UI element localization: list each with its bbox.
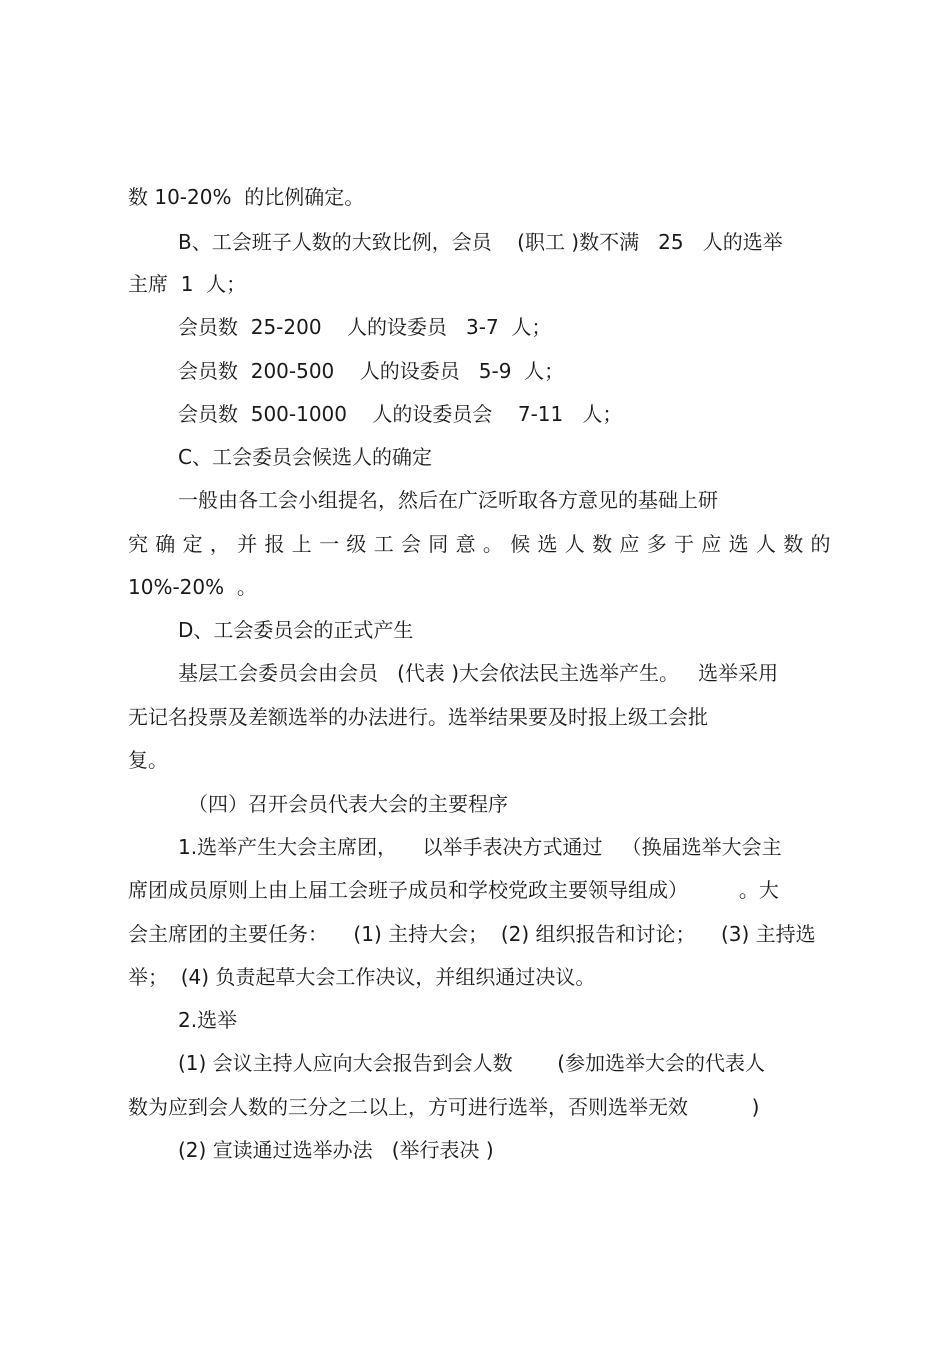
text-line: 10%-20% 。 [128, 575, 257, 599]
text-line: 举； (4) 负责起草大会工作决议，并组织通过决议。 [128, 965, 596, 989]
text-line: 会员数 25-200 人的设委员 3-7 人； [178, 315, 552, 339]
section-heading: 2.选举 [178, 1008, 238, 1032]
section-heading: D、工会委员会的正式产生 [178, 618, 414, 642]
section-heading: （四）召开会员代表大会的主要程序 [188, 792, 508, 816]
text-line: 一般由各工会小组提名，然后在广泛听取各方意见的基础上研 [178, 488, 718, 512]
text-line: 复。 [128, 748, 168, 772]
text-line: 席团成员原则上由上届工会班子成员和学校党政主要领导组成） 。大 [128, 878, 779, 902]
text-line: (2) 宣读通过选举办法 (举行表决 ) [178, 1138, 494, 1162]
text-line: 基层工会委员会由会员 (代表 )大会依法民主选举产生。 选举采用 [178, 661, 779, 685]
text-line: 究确定，并报上一级工会同意。候选人数应多于应选人数的 [128, 532, 838, 556]
text-line: 会员数 200-500 人的设委员 5-9 人； [178, 359, 565, 383]
section-heading: C、工会委员会候选人的确定 [178, 445, 432, 469]
text-line: (1) 会议主持人应向大会报告到会人数 (参加选举大会的代表人 [178, 1051, 765, 1075]
text-line: 数 10-20% 的比例确定。 [128, 185, 365, 209]
text-line: 1.选举产生大会主席团， 以举手表决方式通过 （换届选举大会主 [178, 835, 782, 859]
text-line: 会主席团的主要任务： (1) 主持大会； (2) 组织报告和讨论； (3) 主持选 [128, 922, 816, 946]
text-line: 无记名投票及差额选举的办法进行。选举结果要及时报上级工会批 [128, 705, 708, 729]
text-line: B、工会班子人数的大致比例，会员 (职工 )数不满 25 人的选举 [178, 230, 783, 254]
text-line: 数为应到会人数的三分之二以上，方可进行选举，否则选举无效 ) [128, 1095, 760, 1119]
text-line: 会员数 500-1000 人的设委员会 7-11 人； [178, 402, 623, 426]
text-line: 主席 1 人； [128, 272, 247, 296]
